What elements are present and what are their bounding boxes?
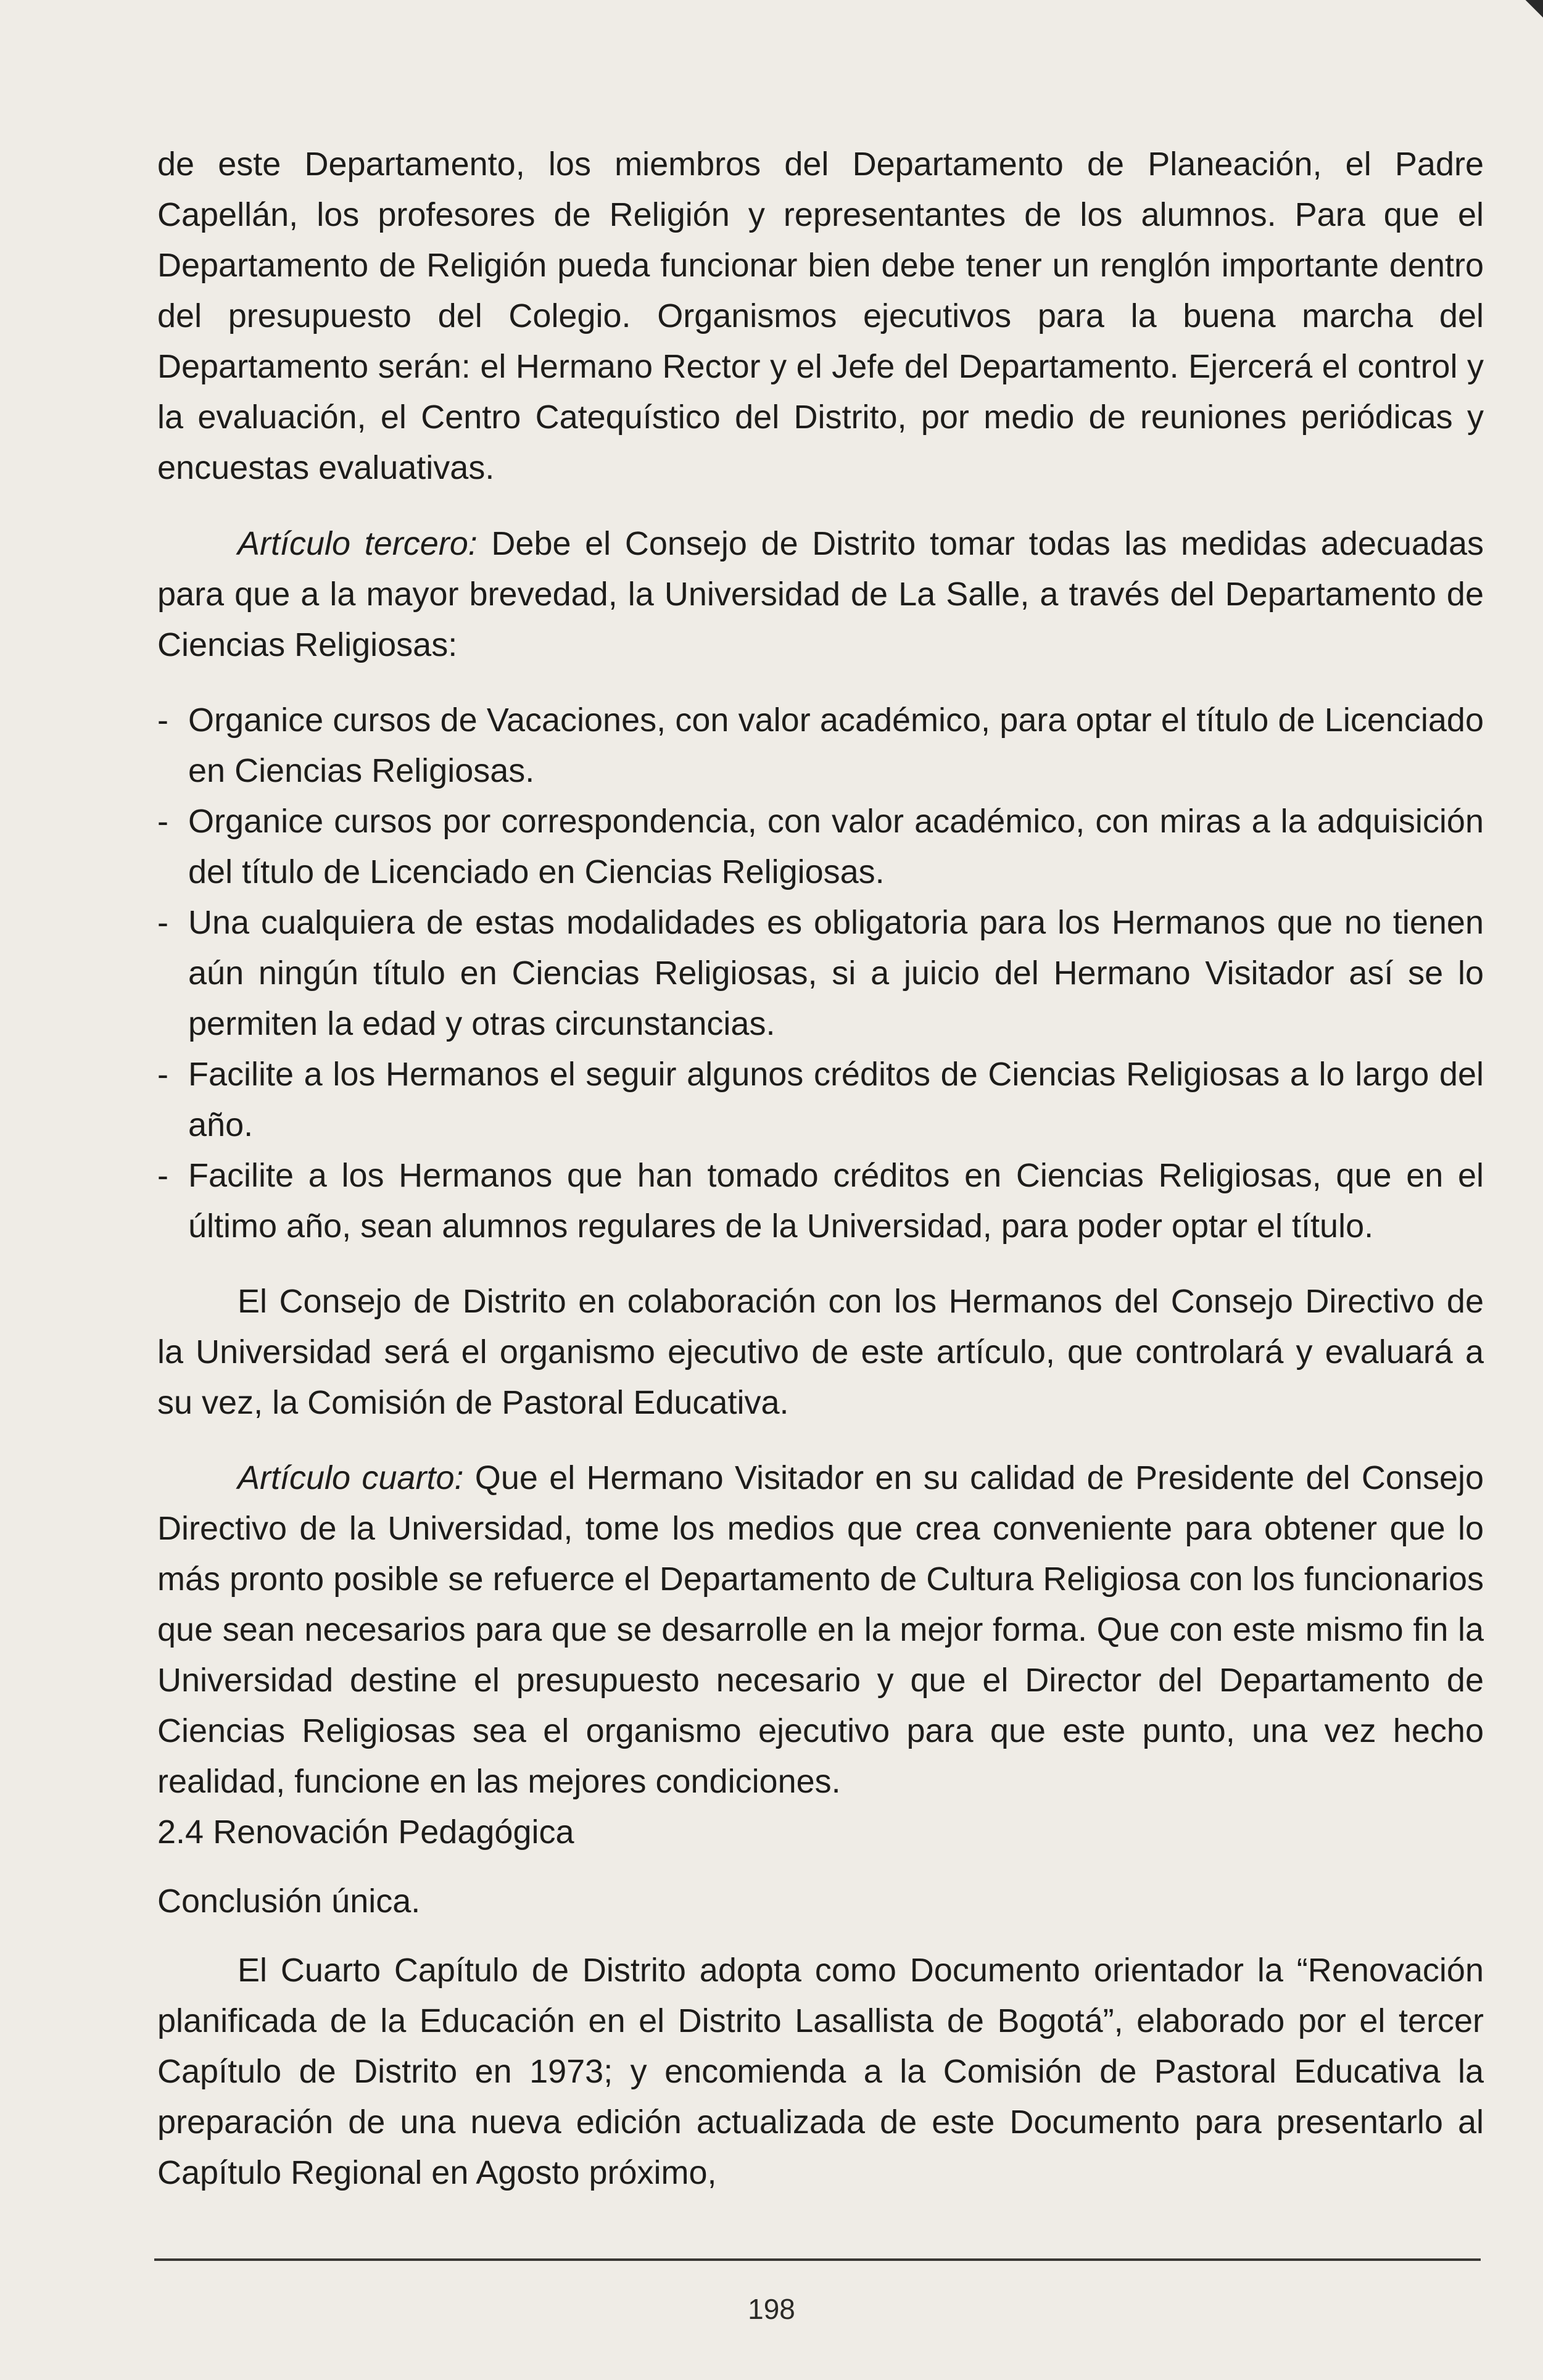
article3-paragraph (157, 518, 1484, 670)
footer-rule (154, 2258, 1481, 2261)
conclusion-paragraph: El Cuarto Capítulo de Distrito adopta como Documento orientador la “Renovación planificada de la Educación en el Distrito Lasallista de Bogotá”, elaborado por el tercer Capítulo de Distrito en 1973; y encomienda a la Comisión de Pastoral Educativa la preparación de una nueva edición actualizada de este Documento para presentarlo al Capítulo Regional en Agosto próximo, (157, 1952, 1484, 2191)
list-item (157, 796, 1484, 897)
list-dash: - (157, 702, 168, 739)
list-item (157, 1150, 1484, 1251)
conclusion-label: Conclusión única. (157, 1883, 421, 1920)
page-corner-mark (1518, 0, 1543, 25)
list-dash: - (157, 803, 168, 840)
article3-list (157, 695, 1484, 1251)
articles-block (157, 518, 1484, 2198)
intro-block (157, 139, 1484, 493)
page-number: 198 (748, 2293, 795, 2325)
article3-text: Debe el Consejo de Distrito tomar todas las medidas adecuadas para que a la mayor brevedad, la Universidad de La Salle, a través del Departamento de Ciencias Religiosas: (157, 525, 1484, 663)
list-item (157, 695, 1484, 796)
list-dash: - (157, 1056, 168, 1093)
section-heading: 2.4 Renovación Pedagógica (157, 1814, 574, 1851)
list-item (157, 897, 1484, 1049)
article3-closing: El Consejo de Distrito en colaboración con los Hermanos del Consejo Directivo de la Universidad será el organismo ejecutivo de este artículo, que controlará y evaluará a su vez, la Comisión de Pastoral Educativa. (157, 1283, 1484, 1421)
article4-paragraph (157, 1453, 1484, 1807)
list-item (157, 1049, 1484, 1150)
article3-label: Artículo tercero: (238, 525, 478, 562)
list-item-text: Organice cursos de Vacaciones, con valor académico, para optar el título de Licenciado en Ciencias Religiosas. (188, 702, 1484, 789)
list-dash: - (157, 1157, 168, 1194)
list-dash: - (157, 904, 168, 941)
article4-text: Que el Hermano Visitador en su calidad de Presidente del Consejo Directivo de la Universidad, tome los medios que crea conveniente para obtener que lo más pronto posible se refuerce el Departamento de Cultura Religiosa con los funcionarios que sean necesarios para que se desarrolle en la mejor forma. Que con este mismo fin la Universidad destine el presupuesto necesario y que el Director del Departamento de Ciencias Religiosas sea el organismo ejecutivo para que este punto, una vez hecho realidad, funcione en las mejores condiciones. (157, 1459, 1484, 1800)
list-item-text: Una cualquiera de estas modalidades es obligatoria para los Hermanos que no tienen aún ningún título en Ciencias Religiosas, si a juicio del Hermano Visitador así se lo permiten la edad y otras circunstancias. (188, 904, 1484, 1042)
list-item-text: Facilite a los Hermanos el seguir algunos créditos de Ciencias Religiosas a lo largo del año. (188, 1056, 1484, 1143)
intro-paragraph: de este Departamento, los miembros del Departamento de Planeación, el Padre Capellán, los profesores de Religión y representantes de los alumnos. Para que el Departamento de Religión pueda funcionar bien debe tener un renglón importante dentro del presupuesto del Colegio. Organismos ejecutivos para la buena marcha del Departamento serán: el Hermano Rector y el Jefe del Departamento. Ejercerá el control y la evaluación, el Centro Catequístico del Distrito, por medio de reuniones periódicas y encuestas evaluativas. (157, 146, 1484, 486)
list-item-text: Facilite a los Hermanos que han tomado créditos en Ciencias Religiosas, que en el último año, sean alumnos regulares de la Universidad, para poder optar el título. (188, 1157, 1484, 1245)
article4-label: Artículo cuarto: (238, 1459, 464, 1496)
list-item-text: Organice cursos por correspondencia, con valor académico, con miras a la adquisición del título de Licenciado en Ciencias Religiosas. (188, 803, 1484, 890)
